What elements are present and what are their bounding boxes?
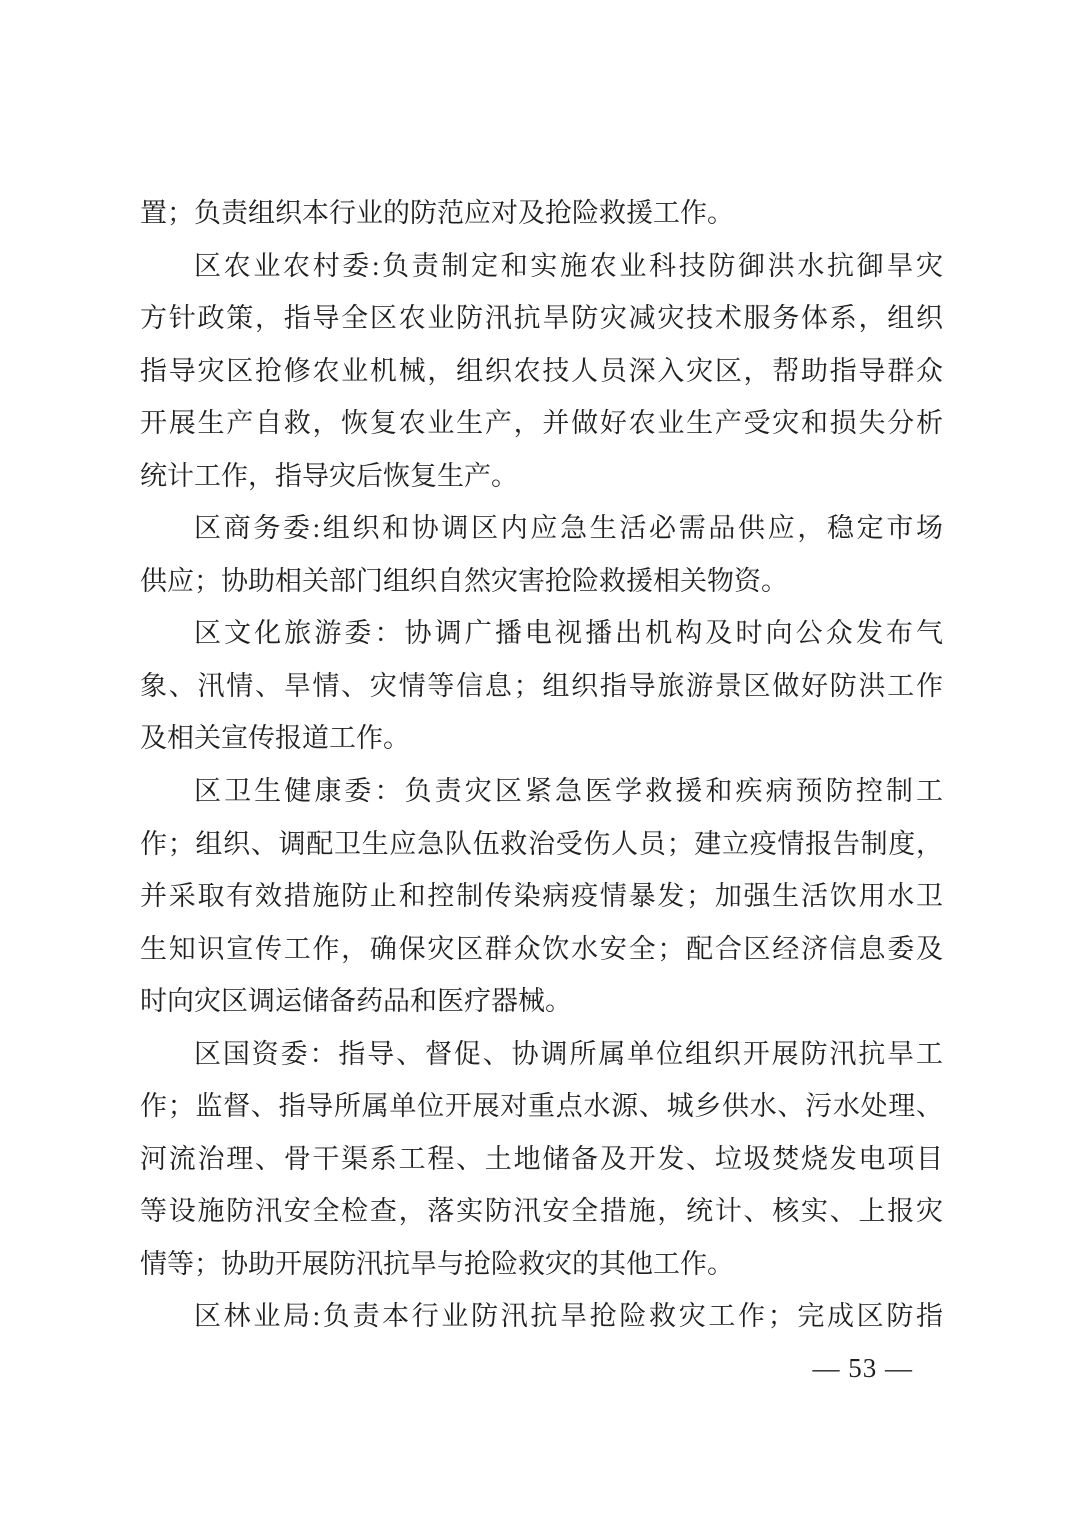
text-line: 指导灾区抢修农业机械，组织农技人员深入灾区，帮助指导群众	[140, 355, 943, 386]
text-line: 区林业局:负责本行业防汛抗旱抢险救灾工作；完成区防指	[194, 1301, 943, 1332]
text-line: 及相关宣传报道工作。	[140, 723, 410, 754]
text-line: 开展生产自救，恢复农业生产，并做好农业生产受灾和损失分析	[140, 408, 943, 439]
text-line: 区卫生健康委：负责灾区紧急医学救援和疾病预防控制工	[194, 776, 943, 807]
text-line: 等设施防汛安全检查，落实防汛安全措施，统计、核实、上报灾	[140, 1196, 943, 1227]
document-lines	[140, 187, 943, 1343]
page-number: — 53 —	[812, 1353, 913, 1383]
text-line: 作；监督、指导所属单位开展对重点水源、城乡供水、污水处理、	[140, 1091, 943, 1122]
text-line: 供应；协助相关部门组织自然灾害抢险救援相关物资。	[140, 565, 788, 596]
text-line: 象、汛情、旱情、灾情等信息；组织指导旅游景区做好防洪工作	[140, 670, 943, 701]
text-line: 区文化旅游委：协调广播电视播出机构及时向公众发布气	[194, 618, 943, 649]
text-line: 区农业农村委:负责制定和实施农业科技防御洪水抗御旱灾	[194, 250, 943, 281]
text-line: 区国资委：指导、督促、协调所属单位组织开展防汛抗旱工	[194, 1038, 943, 1069]
text-line: 统计工作，指导灾后恢复生产。	[140, 460, 518, 491]
text-line: 方针政策，指导全区农业防汛抗旱防灾减灾技术服务体系，组织	[140, 303, 943, 334]
text-line: 情等；协助开展防汛抗旱与抢险救灾的其他工作。	[140, 1248, 734, 1279]
text-line: 河流治理、骨干渠系工程、土地储备及开发、垃圾焚烧发电项目	[140, 1143, 943, 1174]
text-line: 区商务委:组织和协调区内应急生活必需品供应，稳定市场	[194, 513, 943, 544]
text-line: 置；负责组织本行业的防范应对及抢险救援工作。	[140, 198, 734, 228]
text-line: 并采取有效措施防止和控制传染病疫情暴发；加强生活饮用水卫	[140, 881, 943, 912]
text-line: 作；组织、调配卫生应急队伍救治受伤人员；建立疫情报告制度，	[140, 828, 943, 859]
text-line: 生知识宣传工作，确保灾区群众饮水安全；配合区经济信息委及	[140, 933, 943, 964]
text-line: 时向灾区调运储备药品和医疗器械。	[140, 986, 572, 1017]
